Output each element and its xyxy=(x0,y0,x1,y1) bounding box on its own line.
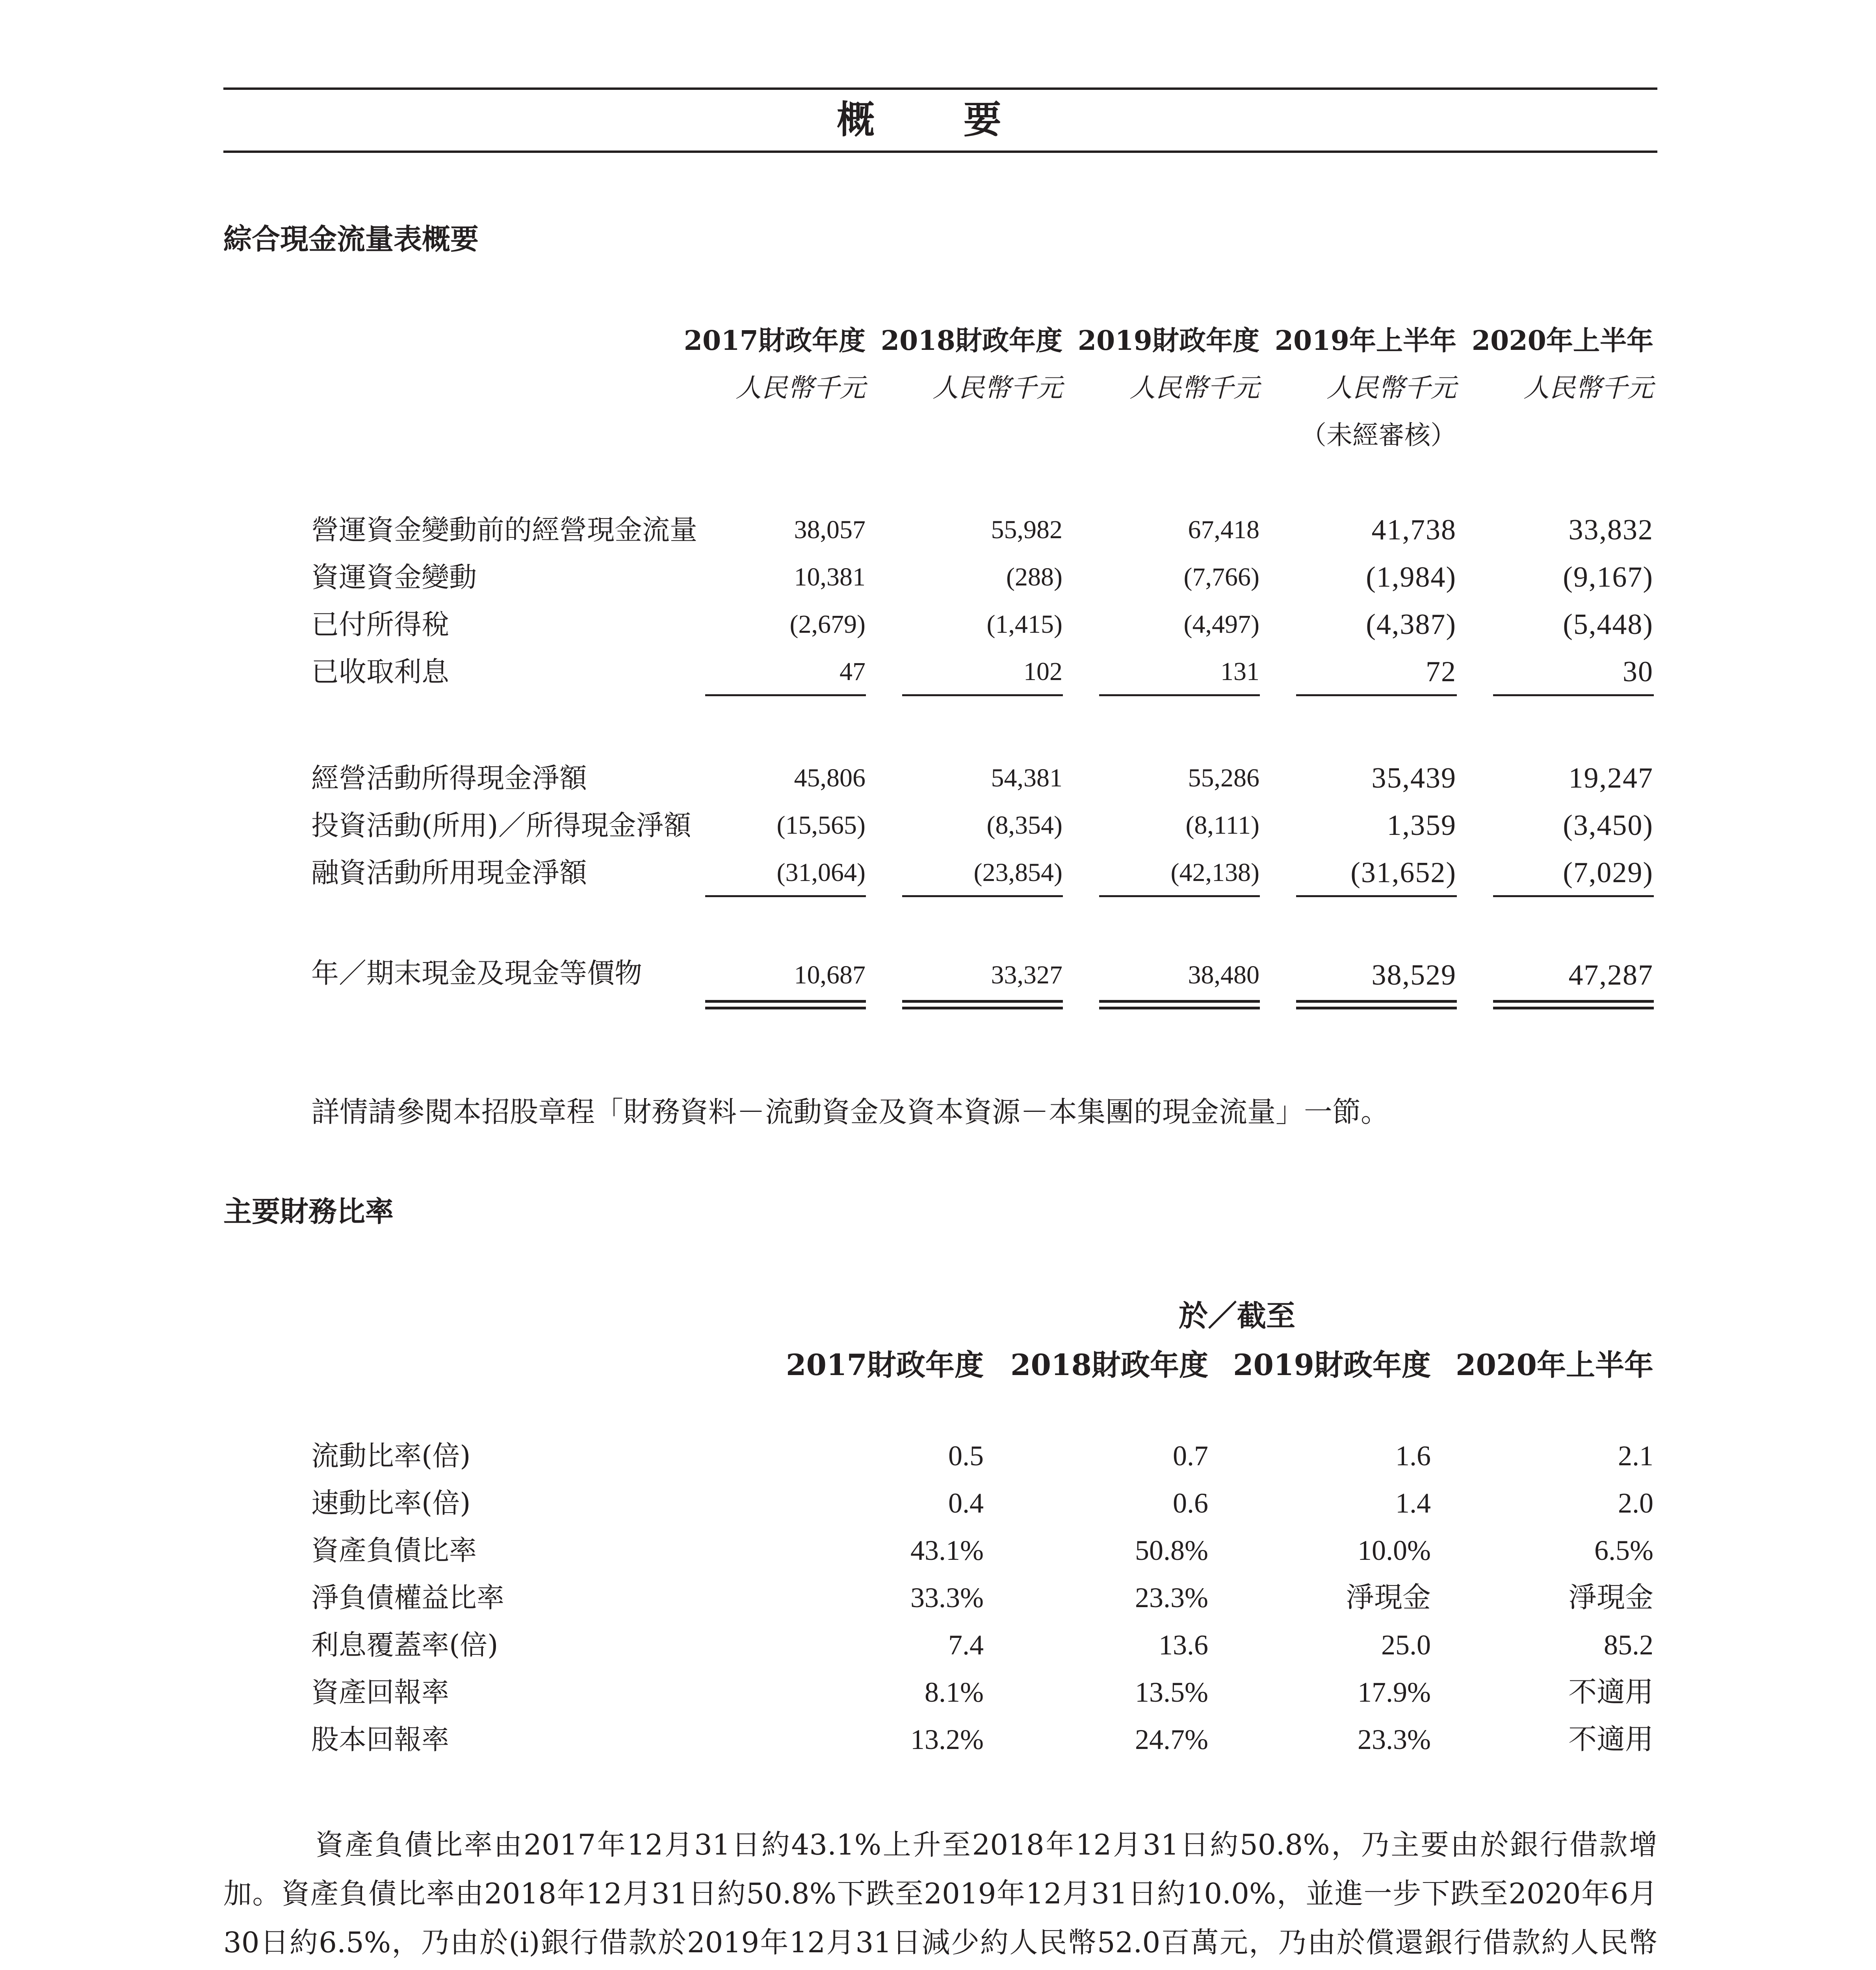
ratio-cell: 13.2% xyxy=(910,1724,984,1755)
cf-cell: 19,247 xyxy=(1568,762,1653,794)
ratio-cell: 不適用 xyxy=(1568,1676,1653,1708)
cf-cell: 47,287 xyxy=(1568,959,1653,991)
ratio-cell: 25.0 xyxy=(1381,1629,1431,1661)
cf-cell: (23,854) xyxy=(973,858,1062,887)
cf-cell: 45,806 xyxy=(794,764,866,792)
cf-subtotal-rule xyxy=(1099,694,1260,696)
cf-col-year: 2020年上半年 xyxy=(1471,325,1653,357)
cf-total-double-rule xyxy=(1296,1000,1457,1009)
ratio-cell: 10.0% xyxy=(1358,1535,1431,1566)
cf-cell: (3,450) xyxy=(1563,809,1653,842)
cf-cell: 102 xyxy=(1023,657,1062,686)
ratio-cell: 不適用 xyxy=(1568,1724,1653,1755)
cf-cell: 33,832 xyxy=(1568,514,1653,546)
cf-row-label: 投資活動(所用)／所得現金淨額 xyxy=(311,809,691,842)
page-title: 概 要 xyxy=(837,97,1039,142)
ratio-row-label: 流動比率(倍) xyxy=(311,1440,471,1472)
cf-cell: 38,057 xyxy=(794,515,866,544)
cf-total-double-rule xyxy=(705,1000,866,1009)
cf-col-year: 2019財政年度 xyxy=(1077,325,1259,357)
ratio-cell: 23.3% xyxy=(1358,1724,1431,1755)
ratio-cell: 33.3% xyxy=(910,1582,984,1613)
cf-subtotal-rule xyxy=(902,895,1063,897)
ratio-cell: 0.4 xyxy=(948,1487,984,1519)
cf-cell: (2,679) xyxy=(789,610,866,639)
ratio-cell: 85.2 xyxy=(1604,1629,1653,1661)
ratio-cell: 17.9% xyxy=(1358,1676,1431,1708)
cf-cell: 30 xyxy=(1623,656,1653,688)
cf-cell: 33,327 xyxy=(991,961,1062,989)
cf-cell: 10,687 xyxy=(794,961,866,989)
ratio-cell: 13.6 xyxy=(1159,1629,1208,1661)
cf-row-label: 年／期末現金及現金等價物 xyxy=(311,957,642,989)
ratio-cell: 8.1% xyxy=(925,1676,984,1708)
cf-cell: (7,766) xyxy=(1183,563,1259,591)
cf-cell: (31,652) xyxy=(1350,857,1456,889)
cf-cell: 10,381 xyxy=(794,563,866,591)
cf-row-label: 融資活動所用現金淨額 xyxy=(311,857,587,889)
ratio-cell: 淨現金 xyxy=(1568,1582,1653,1613)
cf-cell: (8,354) xyxy=(986,811,1062,840)
cf-subtotal-rule xyxy=(1099,895,1260,897)
ratio-col-header: 2020年上半年 xyxy=(1456,1348,1653,1382)
cf-col-unit: 人民幣千元 xyxy=(1523,373,1653,403)
cf-col-year: 2017財政年度 xyxy=(684,325,866,357)
header-rule-bottom xyxy=(223,151,1657,153)
cf-subtotal-rule xyxy=(1493,895,1654,897)
ratio-col-header: 2017財政年度 xyxy=(786,1348,984,1382)
cf-subtotal-rule xyxy=(1296,694,1457,696)
cf-cell: (4,387) xyxy=(1366,608,1456,641)
ratio-cell: 7.4 xyxy=(948,1629,984,1661)
header-rule-top xyxy=(223,87,1657,90)
cf-cell: 38,529 xyxy=(1371,959,1456,991)
ratio-cell: 23.3% xyxy=(1135,1582,1208,1613)
cf-cell: (31,064) xyxy=(776,858,866,887)
cf-cell: 41,738 xyxy=(1371,514,1456,546)
cf-subtotal-rule xyxy=(1296,895,1457,897)
ratio-cell: 0.5 xyxy=(948,1440,984,1472)
ratio-cell: 淨現金 xyxy=(1345,1582,1431,1613)
ratio-cell: 1.6 xyxy=(1395,1440,1431,1472)
ratio-row-label: 資產負債比率 xyxy=(311,1534,477,1567)
cf-cell: (288) xyxy=(1006,563,1062,591)
cf-col-unit: 人民幣千元 xyxy=(1129,373,1259,403)
cf-cell: 55,286 xyxy=(1188,764,1259,792)
cf-cell: 1,359 xyxy=(1387,809,1456,842)
ratio-row-label: 淨負債權益比率 xyxy=(311,1582,504,1614)
cf-subtotal-rule xyxy=(1493,694,1654,696)
cf-cell: (42,138) xyxy=(1170,858,1259,887)
cf-cell: 38,480 xyxy=(1188,961,1259,989)
cf-subtotal-rule xyxy=(902,694,1063,696)
ratio-col-header: 2018財政年度 xyxy=(1010,1348,1208,1382)
ratio-row-label: 股本回報率 xyxy=(311,1723,449,1756)
cf-cell: (7,029) xyxy=(1563,857,1653,889)
cf-cell: (8,111) xyxy=(1185,811,1259,840)
cf-row-label: 已付所得稅 xyxy=(311,608,449,641)
cf-cell: 67,418 xyxy=(1188,515,1259,544)
cf-total-double-rule xyxy=(1493,1000,1654,1009)
cf-cell: 35,439 xyxy=(1371,762,1456,794)
cf-cell: 47 xyxy=(840,657,866,686)
ratio-cell: 13.5% xyxy=(1135,1676,1208,1708)
ratio-row-label: 利息覆蓋率(倍) xyxy=(311,1629,498,1661)
ratios-group-header: 於／截至 xyxy=(1179,1299,1295,1333)
ratio-cell: 43.1% xyxy=(910,1535,984,1566)
ratio-cell: 1.4 xyxy=(1395,1487,1431,1519)
cf-row-label: 經營活動所得現金淨額 xyxy=(311,762,587,794)
cf-cell: 54,381 xyxy=(991,764,1062,792)
cf-col-unit: 人民幣千元 xyxy=(932,373,1062,403)
cf-cell: 55,982 xyxy=(991,515,1062,544)
ratio-cell: 24.7% xyxy=(1135,1724,1208,1755)
ratio-cell: 2.1 xyxy=(1618,1440,1653,1472)
cf-subtotal-rule xyxy=(705,895,866,897)
cf-col-year: 2019年上半年 xyxy=(1274,325,1456,357)
cf-col-note: （未經審核） xyxy=(1300,420,1456,450)
cf-col-unit: 人民幣千元 xyxy=(736,373,866,403)
cf-cell: 72 xyxy=(1426,656,1456,688)
body-paragraph: 資產負債比率由2017年12月31日約43.1%上升至2018年12月31日約50.8%，乃主要由於銀行借款增加。資產負債比率由2018年12月31日約50.8%下跌至2019年12月31日約10.0%，並進一步下跌至2020年6月30日約6.5%，乃由於(i)銀行借款於2019年12月31日減少約人民幣52.0百萬元，乃由於償還銀行借款約人民幣 xyxy=(223,1828,1657,1959)
cf-total-double-rule xyxy=(1099,1000,1260,1009)
ratios-heading: 主要財務比率 xyxy=(223,1195,394,1228)
ratio-row-label: 速動比率(倍) xyxy=(311,1487,471,1519)
cf-cell: (9,167) xyxy=(1563,561,1653,593)
cf-total-double-rule xyxy=(902,1000,1063,1009)
ratio-cell: 0.7 xyxy=(1173,1440,1208,1472)
ratio-cell: 2.0 xyxy=(1618,1487,1653,1519)
cf-col-unit: 人民幣千元 xyxy=(1326,373,1456,403)
cf-cell: (1,984) xyxy=(1366,561,1456,593)
ratio-cell: 0.6 xyxy=(1173,1487,1208,1519)
ratio-col-header: 2019財政年度 xyxy=(1233,1348,1431,1382)
ratio-cell: 6.5% xyxy=(1594,1535,1653,1566)
cf-col-year: 2018財政年度 xyxy=(880,325,1062,357)
cf-cell: (1,415) xyxy=(986,610,1062,639)
ratio-cell: 50.8% xyxy=(1135,1535,1208,1566)
cf-cell: (15,565) xyxy=(776,811,866,840)
cf-subtotal-rule xyxy=(705,694,866,696)
cf-cell: (5,448) xyxy=(1563,608,1653,641)
cf-cell: 131 xyxy=(1220,657,1259,686)
cf-row-label: 已收取利息 xyxy=(311,656,449,688)
cf-row-label: 資運資金變動 xyxy=(311,561,477,593)
cash-flow-heading: 綜合現金流量表概要 xyxy=(223,222,479,256)
cf-row-label: 營運資金變動前的經營現金流量 xyxy=(311,514,697,546)
cf-cell: (4,497) xyxy=(1183,610,1259,639)
cash-flow-footnote: 詳情請參閱本招股章程「財務資料－流動資金及資本資源－本集團的現金流量」一節。 xyxy=(311,1095,1389,1128)
ratio-row-label: 資產回報率 xyxy=(311,1676,449,1708)
